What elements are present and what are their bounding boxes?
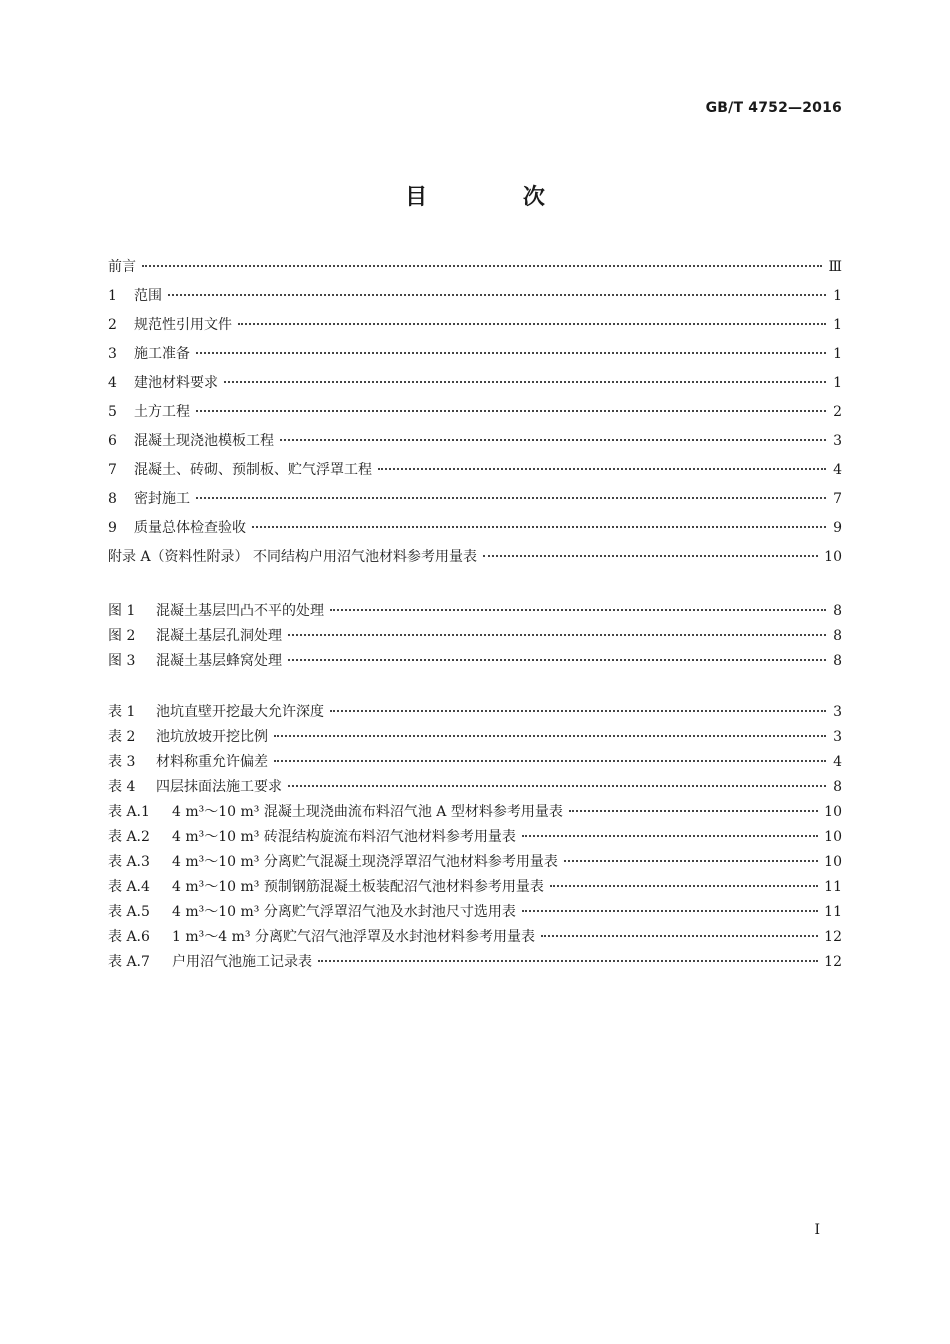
toc-figure-entry[interactable] [108, 625, 842, 650]
leader-dots [330, 710, 826, 712]
toc-table-entry[interactable] [108, 726, 842, 751]
figure-number: 图 1 [108, 603, 136, 619]
toc-figure-entry[interactable] [108, 650, 842, 675]
toc-entry-label: 混凝土现浇池模板工程 [134, 433, 274, 449]
toc-entry-label: 土方工程 [134, 404, 190, 420]
leader-dots [564, 860, 818, 862]
toc-entry-label: 池坑放坡开挖比例 [156, 729, 268, 745]
leader-dots [196, 410, 826, 412]
toc-entry-label: 质量总体检查验收 [134, 520, 246, 536]
toc-entry-label: 混凝土、砖砌、预制板、贮气浮罩工程 [134, 462, 372, 478]
toc-entry[interactable] [108, 314, 842, 343]
toc-entry-page: 8 [833, 653, 842, 669]
toc-entry[interactable] [108, 401, 842, 430]
toc-figures [108, 600, 842, 675]
toc-entry-label: 4 m³～10 m³ 砖混结构旋流布料沼气池材料参考用量表 [172, 829, 516, 845]
toc-entry-page: 1 [833, 317, 842, 333]
table-number: 表 A.6 [108, 929, 150, 945]
toc-entry-annex[interactable] [108, 546, 842, 575]
toc-entry-number: 8 [108, 491, 117, 507]
leader-dots [280, 439, 826, 441]
leader-dots [238, 323, 826, 325]
toc-entry-page: 3 [833, 704, 842, 720]
toc-entry-label: 4 m³～10 m³ 混凝土现浇曲流布料沼气池 A 型材料参考用量表 [172, 804, 563, 820]
toc-entry-page: 1 [833, 346, 842, 362]
toc-entry-label: 户用沼气池施工记录表 [172, 954, 312, 970]
toc-entry[interactable] [108, 256, 842, 285]
table-number: 表 A.7 [108, 954, 150, 970]
toc-entry-page: 4 [833, 754, 842, 770]
toc-entry-page: 10 [824, 829, 842, 845]
toc-table-entry[interactable] [108, 851, 842, 876]
toc-table-entry[interactable] [108, 701, 842, 726]
toc-entry-label: 材料称重允许偏差 [156, 754, 268, 770]
leader-dots [522, 835, 818, 837]
toc-entry[interactable] [108, 430, 842, 459]
toc-entry-page: 11 [824, 904, 842, 920]
toc-table-entry[interactable] [108, 776, 842, 801]
toc-entry-label: 池坑直壁开挖最大允许深度 [156, 704, 324, 720]
table-number: 表 A.4 [108, 879, 150, 895]
table-number: 表 A.3 [108, 854, 150, 870]
leader-dots [196, 497, 826, 499]
table-number: 表 A.1 [108, 804, 150, 820]
toc-entry-page: 4 [833, 462, 842, 478]
toc-entry-label: 建池材料要求 [134, 375, 218, 391]
toc-main [108, 256, 842, 575]
toc-entry-label: 前言 [108, 259, 136, 275]
page-title: 目 次 [405, 184, 589, 210]
figure-number: 图 3 [108, 653, 136, 669]
page-number: Ⅰ [814, 1222, 820, 1238]
toc-table-entry[interactable] [108, 901, 842, 926]
toc-entry-page: 8 [833, 779, 842, 795]
toc-entry-page: 10 [824, 804, 842, 820]
toc-entry-page: 8 [833, 603, 842, 619]
toc-tables [108, 701, 842, 976]
toc-entry-label: 1 m³～4 m³ 分离贮气沼气池浮罩及水封池材料参考用量表 [172, 929, 535, 945]
toc-entry-page: 10 [824, 549, 842, 565]
toc-entry[interactable] [108, 517, 842, 546]
leader-dots [522, 910, 818, 912]
toc-entry[interactable] [108, 488, 842, 517]
table-number: 表 1 [108, 704, 136, 720]
toc-entry-label: 四层抹面法施工要求 [156, 779, 282, 795]
toc-entry-label: 混凝土基层孔洞处理 [156, 628, 282, 644]
table-number: 表 2 [108, 729, 136, 745]
leader-dots [569, 810, 818, 812]
toc-entry-page: 10 [824, 854, 842, 870]
toc-entry-label: 密封施工 [134, 491, 190, 507]
table-number: 表 3 [108, 754, 136, 770]
leader-dots [288, 659, 826, 661]
toc-entry-label: 4 m³～10 m³ 分离贮气浮罩沼气池及水封池尺寸选用表 [172, 904, 516, 920]
toc-entry-label: 附录 A（资料性附录） 不同结构户用沼气池材料参考用量表 [108, 549, 478, 565]
toc-entry-number: 9 [108, 520, 117, 536]
toc-entry-label: 施工准备 [134, 346, 190, 362]
toc-entry-page: 7 [833, 491, 842, 507]
table-number: 表 A.2 [108, 829, 150, 845]
leader-dots [288, 634, 826, 636]
leader-dots [541, 935, 818, 937]
toc-entry-page: 1 [833, 288, 842, 304]
leader-dots [483, 555, 818, 557]
toc-table-entry[interactable] [108, 801, 842, 826]
toc-table-entry[interactable] [108, 951, 842, 976]
toc-entry-page: 3 [833, 729, 842, 745]
toc-entry-number: 7 [108, 462, 117, 478]
toc-table-entry[interactable] [108, 926, 842, 951]
toc-entry-page: 8 [833, 628, 842, 644]
table-number: 表 4 [108, 779, 136, 795]
toc-table-entry[interactable] [108, 751, 842, 776]
toc-entry-page: 12 [824, 929, 842, 945]
toc-entry-number: 5 [108, 404, 117, 420]
figure-number: 图 2 [108, 628, 136, 644]
toc-table-entry[interactable] [108, 826, 842, 851]
toc-entry-label: 4 m³～10 m³ 预制钢筋混凝土板装配沼气池材料参考用量表 [172, 879, 544, 895]
toc-entry-page: Ⅲ [828, 259, 842, 275]
toc-entry-number: 3 [108, 346, 117, 362]
standard-number: GB/T 4752—2016 [705, 100, 842, 116]
toc-table-entry[interactable] [108, 876, 842, 901]
toc-entry[interactable] [108, 459, 842, 488]
leader-dots [142, 265, 822, 267]
toc-entry-label: 规范性引用文件 [134, 317, 232, 333]
toc-entry-number: 4 [108, 375, 117, 391]
toc-entry[interactable] [108, 285, 842, 314]
leader-dots [168, 294, 826, 296]
toc-entry-label: 混凝土基层凹凸不平的处理 [156, 603, 324, 619]
toc-entry-number: 1 [108, 288, 117, 304]
toc-entry-label: 混凝土基层蜂窝处理 [156, 653, 282, 669]
leader-dots [224, 381, 826, 383]
toc-entry-number: 2 [108, 317, 117, 333]
leader-dots [252, 526, 826, 528]
leader-dots [196, 352, 826, 354]
toc-entry-page: 9 [833, 520, 842, 536]
toc-entry[interactable] [108, 343, 842, 372]
table-number: 表 A.5 [108, 904, 150, 920]
toc-entry-label: 4 m³～10 m³ 分离贮气混凝土现浇浮罩沼气池材料参考用量表 [172, 854, 558, 870]
leader-dots [330, 609, 826, 611]
leader-dots [550, 885, 818, 887]
toc-entry[interactable] [108, 372, 842, 401]
leader-dots [318, 960, 818, 962]
leader-dots [378, 468, 826, 470]
toc-entry-page: 2 [833, 404, 842, 420]
leader-dots [274, 760, 826, 762]
leader-dots [274, 735, 826, 737]
leader-dots [288, 785, 826, 787]
toc-entry-page: 11 [824, 879, 842, 895]
toc-figure-entry[interactable] [108, 600, 842, 625]
toc-entry-page: 1 [833, 375, 842, 391]
toc-entry-page: 3 [833, 433, 842, 449]
toc-entry-number: 6 [108, 433, 117, 449]
toc-entry-label: 范围 [134, 288, 162, 304]
toc-entry-page: 12 [824, 954, 842, 970]
